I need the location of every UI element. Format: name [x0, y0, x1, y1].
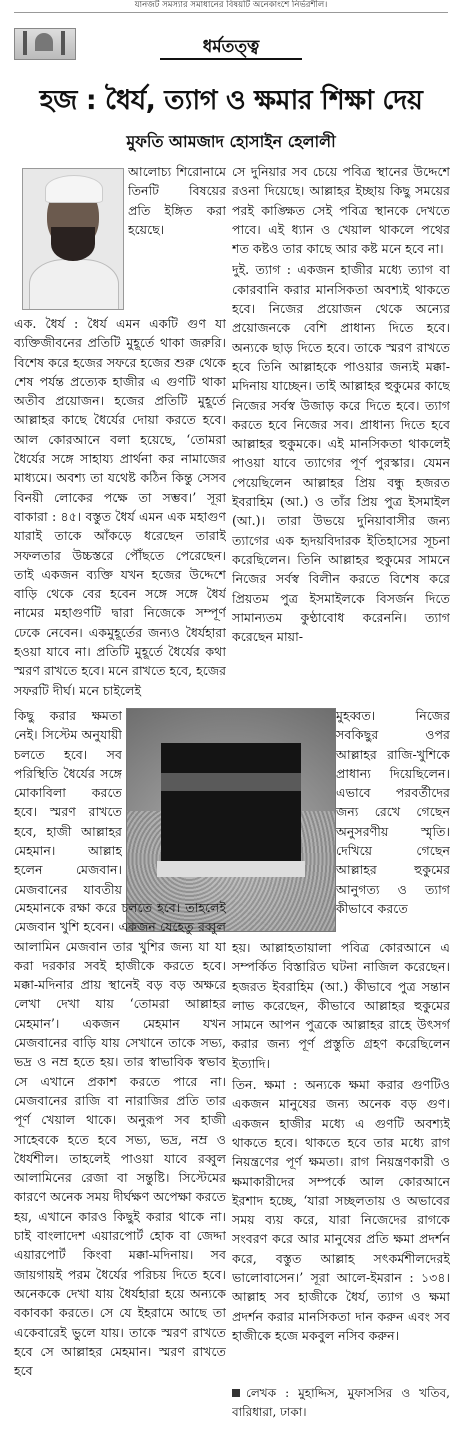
- section-underline: [160, 58, 302, 60]
- previous-article-tail: যানজট সমস্যার সমাধানের বিষয়টি অনেকাংশে নির্ভরশীল।: [134, 0, 328, 10]
- left-mid-paragraph: কিছু করার ক্ষমতা নেই। সিস্টেম অনুযায়ী চলতে হবে। সব পরিস্থিতি ধৈর্যের সঙ্গে মোকাবিলা করতে হবে। স্মরণ রাখতে হবে, হাজী আল্লাহর মেহমান। আল্লাহ হলেন মেজবান। মেজবানের যাবতীয়: [14, 708, 122, 896]
- right-mid-paragraph: মুহব্বত। নিজের সবকিছুর ওপর আল্লাহর রাজি-খুশিকে প্রাধান্য দিয়েছিলেন। এভাবে পরবর্তীদের জন্য রেখে গেছেন অনুসরণীয় স্মৃতি। দেখিয়ে গেছেন আল্লাহর হুকুমের আনুগত্য ও ত্যাগ কীভাবে করতে: [336, 708, 450, 916]
- top-divider: [14, 12, 448, 13]
- photo-shoulders: [29, 259, 119, 310]
- section-title: ধর্মতত্ত্ব: [202, 37, 260, 57]
- article-column-right-bottom: [232, 938, 450, 1378]
- author-photo: [22, 168, 124, 310]
- kaaba-base: [157, 861, 305, 877]
- right-bottom-paragraph: হয়। আল্লাহতায়ালা পবিত্র কোরআনে এ সম্পর্কিত বিস্তারিত ঘটনা নাজিল করেছেন। হজরত ইবরাহিম (আ.) কীভাবে পুত্র সন্তান লাভ করেছেন, কীভাবে আল্লাহর হুকুমের সামনে আপন পুত্রকে আল্লাহর রাহে উৎসর্গ করার জন্য পূর্ণ প্রস্তুতি গ্রহণ করেছিলেন ইত্যাদি।: [232, 940, 450, 1071]
- author-note: [232, 1384, 450, 1428]
- article-column-left-bottom: [14, 898, 226, 1428]
- square-bullet-icon: [232, 1389, 240, 1397]
- intro-text: [128, 162, 226, 312]
- photo-cap: [45, 175, 103, 203]
- kiswa-band: [161, 773, 301, 791]
- article-column-left-mid: [14, 706, 122, 896]
- intro-paragraph: আলোচ্য শিরোনামে তিনটি বিষয়ের প্রতি ইঙ্গিত করা হয়েছে।: [128, 164, 226, 237]
- kaaba-cube: [161, 743, 301, 863]
- section-three-forgiveness: তিন. ক্ষমা : অন্যকে ক্ষমা করার গুণটিও একজন মানুষের জন্য অনেক বড় গুণ। একজন হাজীর মধ্যে এ গুণটি অবশ্যই থাকতে হবে। থাকতে হবে তার মধ্যে রাগ নিয়ন্ত্রণের পূর্ণ ক্ষমতা। রাগ নিয়ন্ত্রণকারী ও ক্ষমাকারীদের সম্পর্কে আল কোরআনে ইরশাদ হচ্ছে, ‘যারা সচ্ছলতায় ও অভাবের সময় ব্যয় করে, যারা নিজেদের রাগকে সংবরণ করে আর মানুষের প্রতি ক্ষমা প্রদর্শন করে, বস্তুত আল্লাহ সৎকর্মশীলদেরই ভালোবাসেন।’ সূরা আলে-ইমরান : ১৩৪। আল্লাহ সব হাজীকে ধৈর্য, ত্যাগ ও ক্ষমা প্রদর্শন করার মানসিকতা দান করুন এবং সব হাজীকে হজে মকবুল নসিব করুন।: [232, 1077, 450, 1343]
- article-column-right-mid: [336, 706, 450, 936]
- article-column-left-top: [14, 314, 226, 702]
- right-intro-paragraph: সে দুনিয়ার সব চেয়ে পবিত্র স্থানের উদ্দেশে রওনা দিয়েছে। আল্লাহর ইচ্ছায় কিছু সময়ের পরই কাঙ্ক্ষিত সেই পবিত্র স্থানকে দেখতে পাবে। এই ধ্যান ও খেয়াল থাকলে পথের শত কষ্টও তার কাছে আর কষ্ট মনে হবে না।: [232, 164, 450, 257]
- section-one-patience: এক. ধৈর্য : ধৈর্য এমন একটি গুণ যা ব্যক্তিজীবনের প্রতিটি মুহূর্তে থাকা জরুরি। বিশেষ করে হজের সফরে হজের শুরু থেকে শেষ পর্যন্ত প্রত্যেক হাজীর এ গুণটি থাকা অতীব প্রয়োজন। হজের প্রতিটি মুহূর্তে আল্লাহর কাছে ধৈর্যের দোয়া করতে হবে। আল কোরআনে বলা হয়েছে, ‘তোমরা ধৈর্যের সঙ্গে সাহায্য প্রার্থনা কর নামাজের মাধ্যমে। অবশ্য তা যথেষ্ট কঠিন কিন্তু সেসব বিনয়ী লোকের পক্ষে তা সম্ভব।’ সূরা বাকারা : ৪৫। বস্তুত ধৈর্য এমন এক মহাগুণ যারাই তাকে আঁকড়ে ধরেছেন তারাই সফলতার উচ্চস্তরে পৌঁছতে পেরেছেন। তাই একজন ব্যক্তি যখন হজের উদ্দেশে বাড়ি থেকে বের হবেন সঙ্গে সঙ্গে ধৈর্য নামের মহাগুণটি দ্বারা নিজেকে সম্পূর্ণ ঢেকে নেবেন। একমুহূর্তের জন্যও ধৈর্যহারা হওয়া যাবে না। প্রতিটি মুহূর্তে ধৈর্যের কথা স্মরণ রাখতে হবে। মনে রাখতে হবে, হজের সফরটি দীর্ঘ। মনে চাইলেই: [14, 316, 226, 698]
- photo-beard: [51, 227, 95, 261]
- byline: মুফতি আমজাদ হোসাইন হেলালী: [126, 132, 336, 151]
- article-column-right-top: [232, 162, 450, 702]
- section-two-sacrifice: দুই. ত্যাগ : একজন হাজীর মধ্যে ত্যাগ বা কোরবানি করার মানসিকতা অবশ্যই থাকতে হবে। নিজের প্রয়োজন থেকে অন্যের প্রয়োজনকে বেশি প্রাধান্য দিতে হবে। অন্যকে ছাড় দিতে হবে। তাকে স্মরণ রাখতে হবে তিনি আল্লাহকে পাওয়ার জন্যই মক্কা-মদিনায় যাচ্ছেন। তাই আল্লাহর হুকুমের কাছে নিজের সর্বস্ব উজাড় করে দিতে হবে। ত্যাগ করতে হবে নিজের সব। প্রাধান্য দিতে হবে আল্লাহর হুকুমকে। এই মানসিকতা থাকলেই পাওয়া যাবে ত্যাগের পূর্ণ পুরস্কার। যেমন পেয়েছিলেন আল্লাহর প্রিয় বন্ধু হজরত ইবরাহিম (আ.) ও তাঁর প্রিয় পুত্র ইসমাইল (আ.)। তারা উভয়ে দুনিয়াবাসীর জন্য ত্যাগের এক হৃদয়বিদারক ইতিহাসের সূচনা করেছিলেন। তিনি আল্লাহর হুকুমের সামনে নিজের সর্বস্ব বিলীন করতে বিশেষ করে প্রিয়তম পুত্র ইসমাইলকে বিসর্জন দিতে সামান্যতম কুণ্ঠাবোধ করেননি। ত্যাগ করেছেন মায়া-: [232, 262, 450, 645]
- headline: হজ : ধৈর্য, ত্যাগ ও ক্ষমার শিক্ষা দেয়: [39, 85, 423, 116]
- left-bottom-paragraph: মেহমানকে রক্ষা করে চলতে হবে। তাহলেই মেজবান খুশি হবেন। একজন যেহেতু রব্বুল আলামিন মেজবান তার খুশির জন্য যা যা করা দরকার সবই হাজীকে করতে হবে। মক্কা-মদিনার প্রায় স্থানেই বড় বড় অক্ষরে লেখা দেখা যায় ‘তোমরা আল্লাহর মেহমান’। একজন মেহমান যখন মেজবানের বাড়ি যায় সেখানে তাকে সভ্য, ভদ্র ও নম্র হতে হয়। তার স্বাভাবিক স্বভাব সে এখানে প্রকাশ করতে পারে না। মেজবানের রাজি বা নারাজির প্রতি তার পূর্ণ খেয়াল থাকে। অনুরূপ সব হাজী সাহেবকে হতে হবে সভ্য, ভদ্র, নম্র ও ধৈর্যশীল। তাহলেই পাওয়া যাবে রব্বুল আলামিনের রেজা বা সন্তুষ্টি। সিস্টেমের কারণে অনেক সময় দীর্ঘক্ষণ অপেক্ষা করতে হয়, এখানে কারও কিছুই করার থাকে না। চাই বাংলাদেশ এয়ারপোর্ট হোক বা জেদ্দা এয়ারপোর্ট কিংবা মক্কা-মদিনায়। সব জায়গায়ই পরম ধৈর্যের পরিচয় দিতে হবে। অনেককে দেখা যায় ধৈর্যহারা হয়ে অন্যকে বকাবকা করতে। সে যে ইহরামে আছে তা একেবারেই ভুলে যায়। তাকে স্মরণ রাখতে হবে সে আল্লাহর মেহমান। স্মরণ রাখতে হবে: [14, 900, 226, 1379]
- author-note-text: লেখক : মুহাদ্দিস, মুফাসসির ও খতিব, বারিধারা, ঢাকা।: [232, 1386, 450, 1419]
